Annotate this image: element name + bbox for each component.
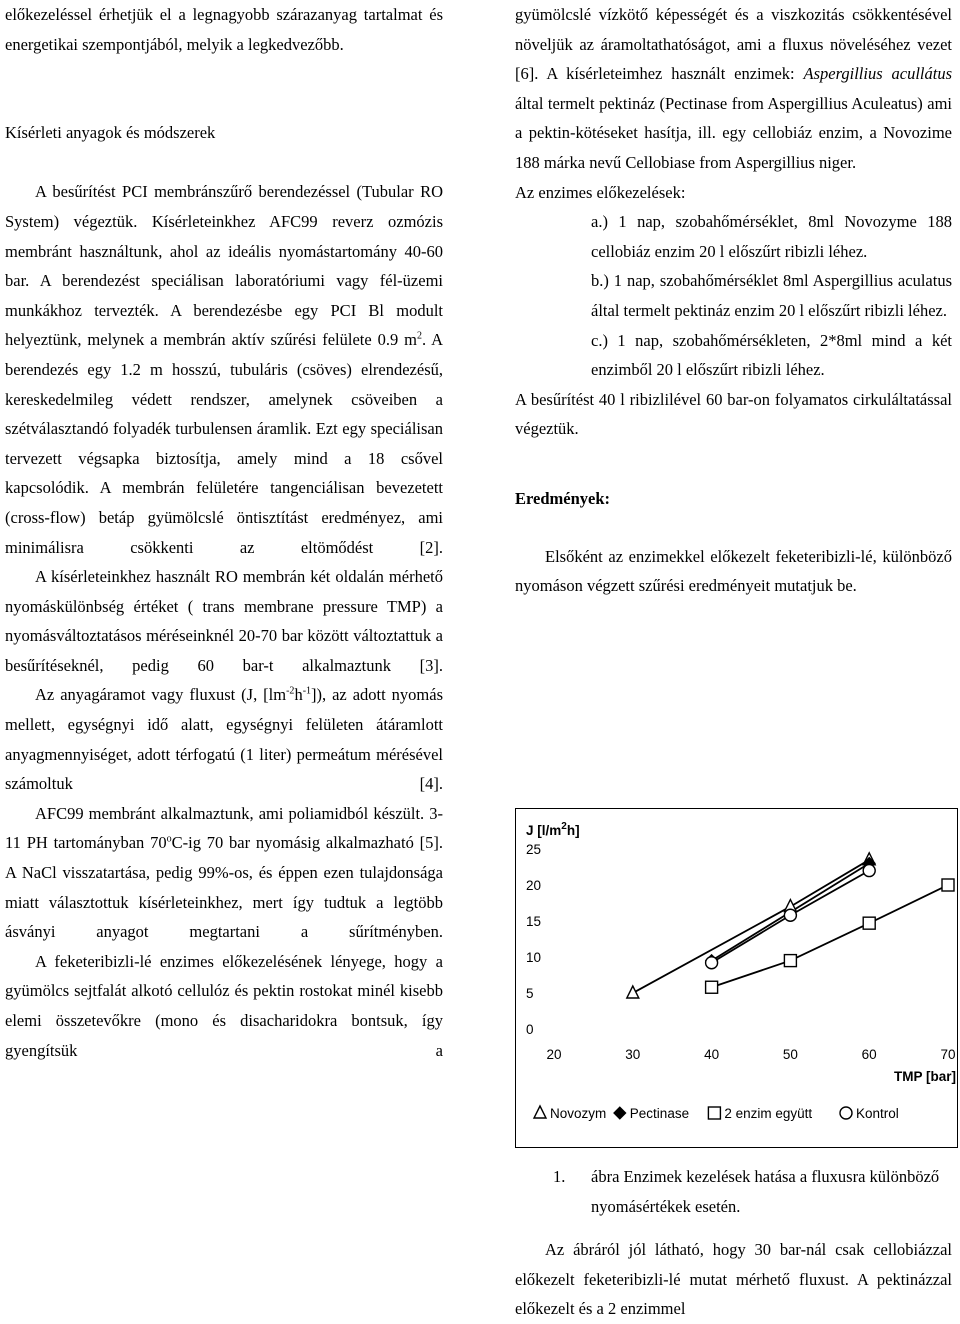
kontrol-point [706,957,718,969]
pretreatment-item: c.) 1 nap, szobahőmérsékleten, 2*8ml mind a két enzimből 20 l előszűrt ribizli léhez. [591,330,952,380]
pretreatments-title: Az enzimes előkezelések: [515,182,686,202]
y-tick-label: 10 [526,950,542,965]
two-enzyme-point [942,879,954,891]
caption-number: 1. [553,1167,566,1186]
pretreatment-item: a.) 1 nap, szobahőmérséklet, 8ml Novozyme 188 cellobiáz enzim 20 l előszűrt ribizli léhez. [591,212,952,261]
methods-paragraph: A besűrítést PCI membránszűrő berendezéssel (Tubular RO System) végeztük. Kísérleteinkhez AFC99 reverz ozmózis membránt használtunk, ahol az ideális nyomástartomány 40-60 bar. A berendezést speciálisan laboratóriumi vagy fél-üzemi munkákhoz tervezték. A berendezésbe egy PCI Bl modult helyeztünk, melynek a membrán aktív szűrési felülete 0.9 $m^2$. A berendezés egy 1.2 m hosszú, tubuláris (csöves) elrendezésű, kereskedelmileg védett rendszer, amelynek csöveiben a szétválasztandó folyadék turbulensen áramlik. Ezt egy speciálisan tervezett végsapka biztosítja, amely mind a 18 csővel kapcsolódik. A membrán felületére tangenciálisan bevezetett (cross-flow) betáp gyümölcslé öntisztítást eredményez, ami minimálisra csökkenti az eltömődést [2]. [5,182,443,557]
two-enzyme-point [784,955,796,967]
kontrol-point [863,865,875,877]
section-heading: Kísérleti anyagok és módszerek [5,123,216,143]
two-enzyme-point [708,1107,720,1119]
enzyme-species-name: Aspergillius acullátus [803,64,952,84]
y-tick-label: 0 [526,1022,534,1037]
y-tick-label: 20 [526,878,542,893]
enzymes-paragraph: gyümölcslé vízkötő képességét és a viszkozitás csökkentésével növeljük az áramoltathatóságot, ami a fluxus növeléséhez vezet [6]. A kísérleteimhez használt enzimek: Aspergillius acullátus által termelt pektináz (Pectinase from Aspergillius Aculeatus) ami a pektin-kötéseket hasítja, ill. egy cellobiáz enzim, a Novozime 188 márka nevű Cellobiase from Aspergillius niger. [515,5,952,172]
conclusion-paragraph: Az ábráról jól látható, hogy 30 bar-nál csak cellobiázzal előkezelt feketeribizli-lé mutat mérhető fluxust. A pektinázzal előkezelt és a 2 enzimmel [515,1240,952,1319]
flux-chart [515,808,958,1148]
membrane-paragraph: AFC99 membránt alkalmaztunk, ami poliamidból készült. 3-11 PH tartományban 70$^o$C-ig 70 bar nyomásig alkalmazható [5]. A NaCl visszatartása, pedig 99%-os, és éppen ezen tulajdonsága miatt választottuk kísérleteinkhez, mert így tudtuk a legtöbb ásványi anyagot megtartani a sűrítményben. [5,803,443,942]
y-tick-label: 5 [526,986,534,1001]
intro-tail: előkezeléssel érhetjük el a legnagyobb szárazanyag tartalmat és energetikai szempontjából, melyik a legkedvezőbb. [5,5,443,54]
legend-label: Pectinase [629,1106,690,1121]
legend-label: Kontrol [856,1106,899,1121]
x-tick-label: 30 [625,1047,641,1062]
two-enzyme-line [712,885,948,987]
two-enzyme-point [706,981,718,993]
chart-svg [516,809,959,1149]
pretreatment-item: b.) 1 nap, szobahőmérséklet 8ml Aspergillius aculatus által termelt pektináz enzim 20 l előszűrt ribizli léhez. [591,271,952,320]
caption-text: ábra Enzimek kezelések hatása a fluxusra különböző nyomásértékek esetén. [591,1167,940,1216]
kontrol-point [784,909,796,921]
results-paragraph: Elsőként az enzimekkel előkezelt feketeribizli-lé, különböző nyomáson végzett szűrési eredményeit mutatjuk be. [515,546,952,596]
y-tick-label: 25 [526,842,542,857]
legend-label: Novozym [550,1106,607,1121]
pretreatments-list [515,207,952,385]
novozym-point [627,986,639,998]
y-axis-title: J $[l/m^2h]$ [526,821,580,838]
kontrol-point [840,1107,852,1119]
tmp-paragraph: A kísérleteinkhez használt RO membrán két oldalán mérhető nyomáskülönbség értéket ( trans membrane pressure TMP) a nyomásváltoztatásos méréseinknél 20-70 bar között változtattuk a besűrítéseknél, pedig 60 bar-t alkalmaztunk [3]. [5,567,443,675]
legend-label: 2 enzim együtt [724,1106,813,1121]
results-heading: Eredmények: [515,488,611,508]
y-tick-label: 15 [526,914,542,929]
flux-paragraph: Az anyagáramot vagy fluxust (J, $[lm^{-2}h^{-1}]$), az adott nyomás mellett, egységnyi idő alatt, egységnyi felületen átáramlott anyagmennyiséget, adott térfogatú (1 liter) permeátum mérésével számoltuk [4]. [5,685,443,794]
left-column [5,0,443,1065]
enzyme-paragraph: A feketeribizli-lé enzimes előkezelésének lényege, hogy a gyümölcs sejtfalát alkotó cellulóz és pektin rostokat minél kisebb elemi összetevőkre (mono és disacharidokra bontsuk, így gyengítsük a [5,951,443,1060]
pectinase-point [614,1107,626,1119]
x-tick-label: 50 [782,1047,798,1062]
x-tick-label: 60 [861,1047,877,1062]
right-column [515,0,952,601]
x-tick-label: 40 [704,1047,720,1062]
concentration-paragraph: A besűrítést 40 l ribizlilével 60 bar-on folyamatos cirkuláltatással végeztük. [515,389,952,439]
novozym-point [534,1106,546,1118]
two-enzyme-point [863,917,875,929]
x-tick-label: 70 [940,1047,956,1062]
x-tick-label: 20 [546,1047,562,1062]
x-axis-title: TMP [bar] [893,1069,956,1084]
figure-caption [515,1162,952,1221]
